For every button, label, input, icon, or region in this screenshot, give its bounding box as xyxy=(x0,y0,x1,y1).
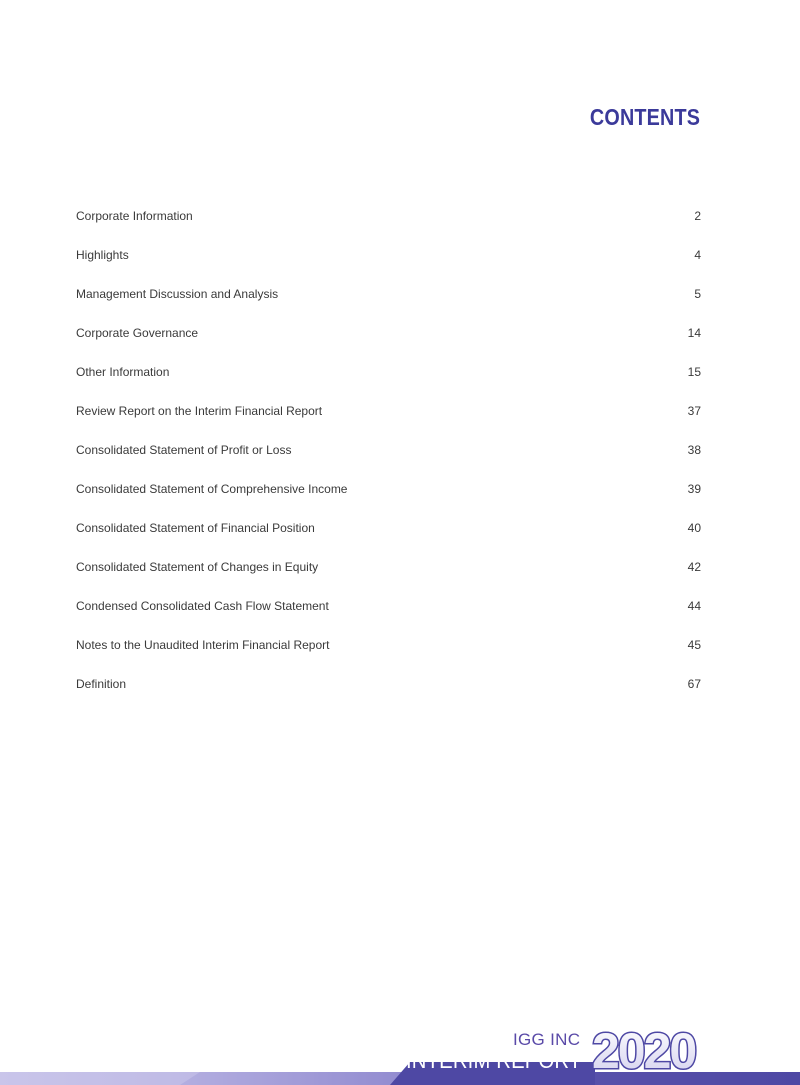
toc-item[interactable] xyxy=(76,235,701,274)
toc-item-label: Consolidated Statement of Comprehensive Income xyxy=(76,481,348,496)
report-name: INTERIM REPORT xyxy=(406,1048,582,1073)
toc-item-page: 37 xyxy=(687,403,701,418)
toc-item-page: 2 xyxy=(694,208,701,223)
toc-item-page: 4 xyxy=(694,247,701,262)
year-logo xyxy=(592,1026,722,1081)
toc-item[interactable] xyxy=(76,586,701,625)
toc-item-label: Consolidated Statement of Profit or Loss xyxy=(76,442,292,457)
year-text: 2020 xyxy=(592,1026,696,1076)
toc-item-page: 42 xyxy=(687,559,701,574)
toc-item-label: Other Information xyxy=(76,364,170,379)
toc-item[interactable] xyxy=(76,352,701,391)
toc-item[interactable] xyxy=(76,313,701,352)
company-name: IGG INC xyxy=(513,1030,581,1049)
toc-item-label: Highlights xyxy=(76,247,129,262)
toc-item-label: Management Discussion and Analysis xyxy=(76,286,279,301)
toc-item[interactable] xyxy=(76,625,701,664)
toc-item-page: 38 xyxy=(687,442,701,457)
toc-item-page: 15 xyxy=(687,364,701,379)
toc-item[interactable] xyxy=(76,430,701,469)
toc-item-page: 40 xyxy=(687,520,701,535)
year-logo-graphic xyxy=(592,1026,722,1076)
toc-item-page: 39 xyxy=(687,481,701,496)
toc-item-label: Condensed Consolidated Cash Flow Statement xyxy=(76,598,329,613)
toc-item-page: 45 xyxy=(687,637,701,652)
toc-item[interactable] xyxy=(76,508,701,547)
page-title: CONTENTS xyxy=(589,104,700,130)
toc-item-page: 5 xyxy=(694,286,701,301)
toc-item[interactable] xyxy=(76,469,701,508)
toc-item[interactable] xyxy=(76,196,701,235)
toc-item-page: 14 xyxy=(687,325,701,340)
toc-item[interactable] xyxy=(76,664,701,703)
toc-item-label: Notes to the Unaudited Interim Financial Report xyxy=(76,637,330,652)
toc-item-label: Corporate Governance xyxy=(76,325,199,340)
table-of-contents xyxy=(76,196,701,703)
toc-item[interactable] xyxy=(76,547,701,586)
toc-item-page: 67 xyxy=(687,676,701,691)
toc-item-label: Review Report on the Interim Financial Report xyxy=(76,403,323,418)
toc-item[interactable] xyxy=(76,391,701,430)
toc-item-label: Definition xyxy=(76,676,127,691)
toc-item-label: Consolidated Statement of Financial Position xyxy=(76,520,315,535)
toc-item[interactable] xyxy=(76,274,701,313)
page-number: 1 xyxy=(760,1055,767,1069)
toc-item-page: 44 xyxy=(687,598,701,613)
toc-item-label: Corporate Information xyxy=(76,208,193,223)
toc-item-label: Consolidated Statement of Changes in Equity xyxy=(76,559,319,574)
